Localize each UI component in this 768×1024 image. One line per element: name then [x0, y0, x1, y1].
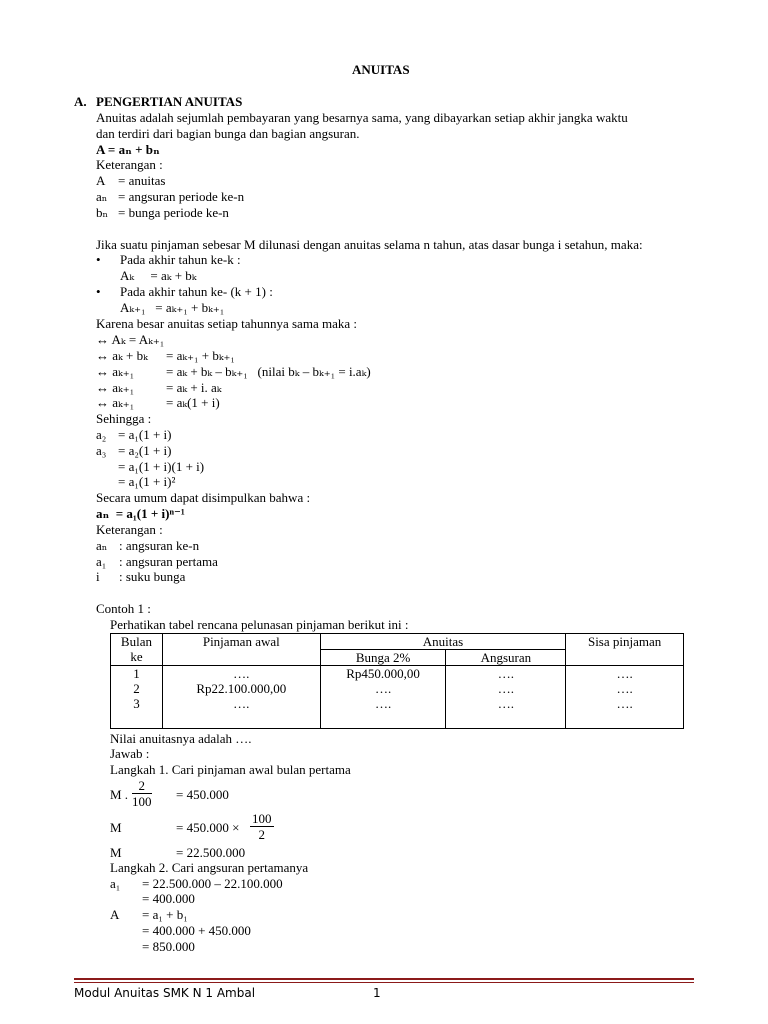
formula-line: Aₖ₊₁ = aₖ₊₁ + bₖ₊₁	[120, 300, 225, 315]
col-pinjaman: …. Rp22.100.000,00 ….	[162, 666, 320, 729]
page-number: 1	[373, 986, 381, 1000]
col-bunga: Rp450.000,00 …. ….	[320, 666, 446, 729]
step-left: ↔ aₖ₊₁	[96, 364, 135, 379]
step-right: = a₁(1 + i)	[118, 427, 172, 442]
header-bulan: Bulan ke	[111, 634, 163, 666]
step-right: = a₂(1 + i)	[118, 443, 172, 458]
calc-right: = 400.000	[142, 891, 195, 906]
keterangan-label: Keterangan :	[96, 157, 163, 172]
bullet-icon: •	[96, 284, 101, 299]
karena-text: Karena besar anuitas setiap tahunnya sama maka :	[96, 316, 357, 331]
header-sisa: Sisa pinjaman	[566, 634, 684, 666]
calc-right: = 450.000	[176, 787, 229, 802]
col-angsuran: …. …. ….	[446, 666, 566, 729]
header-pinjaman: Pinjaman awal	[162, 634, 320, 666]
calc-right: = 22.500.000	[176, 845, 246, 860]
sehingga-label: Sehingga :	[96, 411, 152, 426]
fraction-100-per-2: $\frac{100}{2}$	[252, 811, 272, 842]
ket-symbol: a₁	[96, 554, 107, 569]
header-angsuran: Angsuran	[446, 650, 566, 666]
step-left: a₂	[96, 427, 107, 442]
bullet-text: Pada akhir tahun ke-k :	[120, 252, 241, 267]
col-sisa: …. …. ….	[566, 666, 684, 729]
anuitas-formula: A = aₙ + bₙ	[96, 142, 160, 157]
calc-left: M	[110, 845, 122, 860]
general-formula: aₙ = a₁(1 + i)ⁿ⁻¹	[96, 506, 185, 521]
step-left: a₃	[96, 443, 107, 458]
header-anuitas: Anuitas	[320, 634, 566, 650]
bullet-text: Pada akhir tahun ke- (k + 1) :	[120, 284, 273, 299]
ket-symbol: A	[96, 173, 106, 188]
umum-text: Secara umum dapat disimpulkan bahwa :	[96, 490, 311, 505]
step2-label: Langkah 2. Cari angsuran pertamanya	[110, 860, 309, 875]
calc-left: a₁	[110, 876, 121, 891]
calc-left: M	[110, 820, 122, 835]
example-intro: Perhatikan tabel rencana pelunasan pinjaman berikut ini :	[110, 617, 409, 632]
step-line: ↔ Aₖ = Aₖ₊₁	[96, 332, 165, 347]
footer-title: Modul Anuitas SMK N 1 Ambal	[74, 986, 256, 1000]
derivation-intro: Jika suatu pinjaman sebesar M dilunasi dengan anuitas selama n tahun, atas dasar bunga i setahun, maka:	[96, 237, 643, 252]
example-label: Contoh 1 :	[96, 601, 151, 616]
definition-line-1: Anuitas adalah sejumlah pembayaran yang besarnya sama, yang dibayarkan setiap akhir jangka waktu	[96, 110, 628, 125]
ket-symbol: bₙ	[96, 205, 109, 220]
calc-right: = 400.000 + 450.000	[142, 923, 251, 938]
step-left: ↔ aₖ + bₖ	[96, 348, 148, 363]
step-left: ↔ aₖ₊₁	[96, 395, 135, 410]
col-bulan: 1 2 3	[111, 666, 163, 729]
footer-rule-thin	[74, 982, 694, 983]
calc-right: = 450.000 ×	[176, 820, 240, 835]
step-right: = aₖ + bₖ – bₖ₊₁ (nilai bₖ – bₖ₊₁ = i.aₖ)	[166, 364, 371, 379]
step-left: ↔ aₖ₊₁	[96, 380, 135, 395]
ket-symbol: i	[96, 569, 100, 584]
page-title: ANUITAS	[352, 62, 410, 77]
step-right: = aₖ₊₁ + bₖ₊₁	[166, 348, 235, 363]
formula-line: Aₖ = aₖ + bₖ	[120, 268, 197, 283]
ket-desc: : angsuran pertama	[119, 554, 218, 569]
calc-right: = a₁ + b₁	[142, 907, 188, 922]
step-right: = aₖ(1 + i)	[166, 395, 220, 410]
repayment-table	[110, 633, 684, 729]
calc-right: = 22.500.000 – 22.100.000	[142, 876, 283, 891]
fraction-2-per-100: $\frac{2}{100}$	[132, 778, 152, 809]
ket-desc: = anuitas	[118, 173, 166, 188]
ket-symbol: aₙ	[96, 538, 108, 553]
jawab-label: Jawab :	[110, 746, 150, 761]
ket-symbol: aₙ	[96, 189, 108, 204]
calc-left: M .	[110, 787, 129, 802]
ket-desc: : angsuran ke-n	[119, 538, 200, 553]
header-bunga: Bunga 2%	[320, 650, 446, 666]
question-text: Nilai anuitasnya adalah ….	[110, 731, 252, 746]
bullet-icon: •	[96, 252, 101, 267]
calc-left: A	[110, 907, 120, 922]
step1-label: Langkah 1. Cari pinjaman awal bulan pertama	[110, 762, 351, 777]
ket-desc: = angsuran periode ke-n	[118, 189, 245, 204]
calc-right: = 850.000	[142, 939, 195, 954]
section-heading: PENGERTIAN ANUITAS	[96, 94, 243, 109]
definition-line-2: dan terdiri dari bagian bunga dan bagian angsuran.	[96, 126, 360, 141]
section-number: A.	[74, 94, 87, 109]
step-right: = a₁(1 + i)²	[118, 474, 176, 489]
step-right: = a₁(1 + i)(1 + i)	[118, 459, 205, 474]
keterangan-label: Keterangan :	[96, 522, 163, 537]
ket-desc: = bunga periode ke-n	[118, 205, 229, 220]
ket-desc: : suku bunga	[119, 569, 186, 584]
step-right: = aₖ + i. aₖ	[166, 380, 222, 395]
footer-rule	[74, 978, 694, 980]
